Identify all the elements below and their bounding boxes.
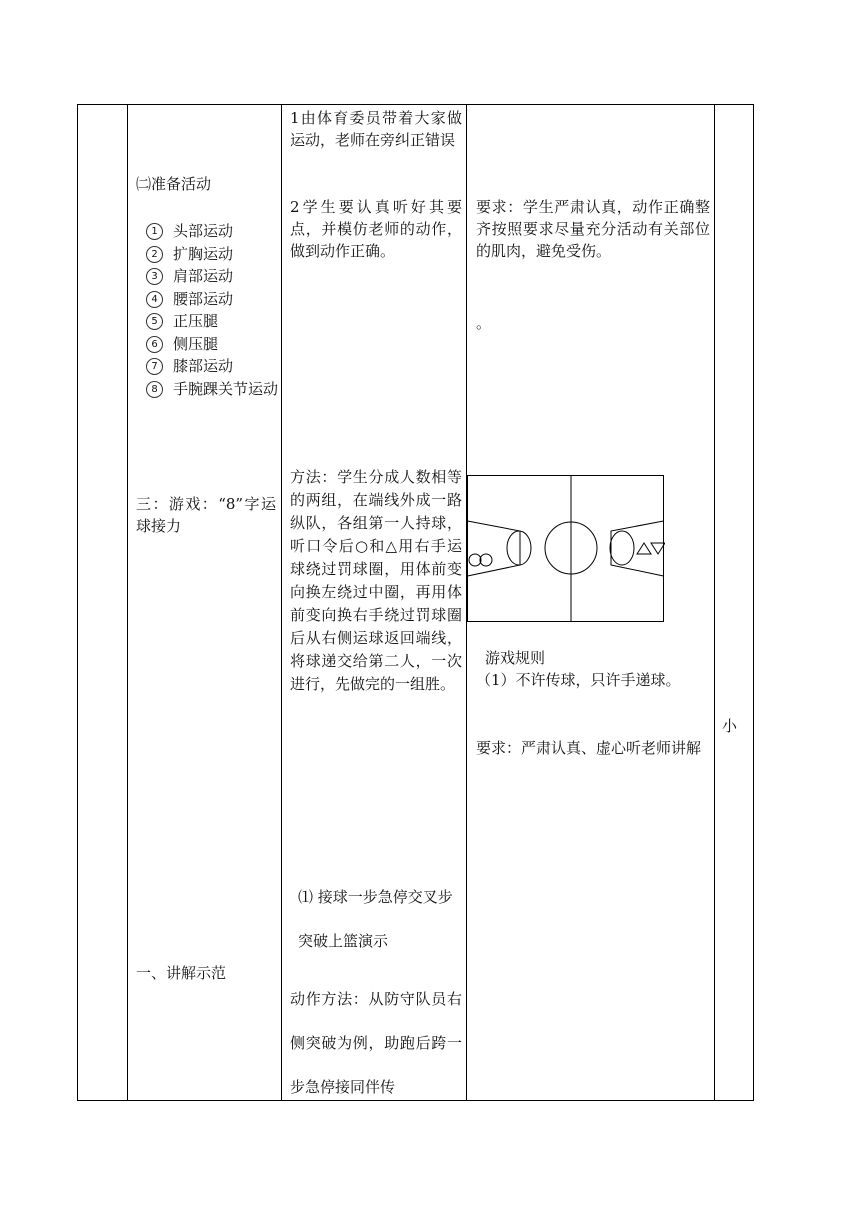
game-rule-1: （1）不许传球，只许手递球。: [476, 671, 681, 689]
list-item-text: 侧压腿: [173, 334, 219, 353]
list-item-text: 膝部运动: [173, 357, 234, 375]
list-item-text: 肩部运动: [173, 267, 234, 285]
table-divider-1: [127, 104, 128, 1101]
list-item: [146, 243, 280, 266]
prep-activity-list: [146, 220, 280, 400]
warmup-requirement: 要求：学生严肃认真，动作正确整齐按照要求尽量充分活动有关部位的肌肉，避免受伤。: [476, 198, 710, 260]
table-divider-2: [281, 104, 282, 1101]
circled-number: 7: [146, 358, 163, 375]
list-item: [146, 378, 280, 401]
player-triangle-icon: [637, 543, 651, 554]
list-item: [146, 333, 280, 356]
demo-method: 动作方法：从防守队员右侧突破为例，助跑后跨一步急停接同伴传: [290, 990, 462, 1096]
game-method: 方法：学生分成人数相等的两组，在端线外成一路纵队，各组第一人持球，听口令后○和△用右手运球绕过罚球圈，用体前变向换左绕过中圈，再用体前变向换右手绕过罚球圈后从右侧运球返回端线，将球递交给第二人，一次进行，先做完的一组胜。: [290, 468, 462, 693]
dot-mark: 。: [476, 314, 492, 332]
list-item: [146, 288, 280, 311]
demo-title: 一、讲解示范: [136, 964, 227, 982]
basketball-court-diagram: [467, 475, 665, 623]
game-title: 三：游戏：“8”字运球接力: [136, 495, 276, 535]
list-item: [146, 265, 280, 288]
warmup-instruction-2: 2学生要认真听好其要点，并模仿老师的动作，做到动作正确。: [290, 198, 462, 260]
game-rules-title: 游戏规则: [485, 649, 546, 667]
list-item-text: 扩胸运动: [173, 244, 234, 263]
prep-activity-title: ㈡准备活动: [136, 175, 212, 193]
table-divider-4: [714, 104, 715, 1101]
right-free-throw-circle: [610, 531, 634, 565]
list-item: [146, 220, 280, 243]
demo-item: ⑴ 接球一步急停交叉步突破上篮演示: [298, 888, 453, 950]
circled-number: 3: [146, 268, 163, 285]
player-circle-icon: [480, 554, 492, 566]
list-item-text: 腰部运动: [173, 289, 234, 308]
right-lane: [611, 521, 664, 576]
table-top-border: [77, 104, 754, 105]
circled-number: 1: [146, 223, 163, 240]
left-free-throw-circle: [507, 531, 531, 565]
list-item: [146, 310, 280, 333]
player-triangle-down-icon: [651, 543, 665, 554]
circled-number: 2: [146, 246, 163, 263]
circled-number: 6: [146, 336, 163, 353]
time-cell-text: 小: [722, 717, 738, 735]
table-border-left: [77, 104, 78, 1101]
listening-requirement: 要求：严肃认真、虚心听老师讲解: [476, 739, 702, 757]
player-circle-icon: [469, 554, 481, 566]
table-border-right: [753, 104, 754, 1101]
list-item-text: 正压腿: [173, 312, 219, 330]
warmup-instruction-1: 1由体育委员带着大家做运动，老师在旁纠正错误: [290, 109, 462, 149]
circled-number: 5: [146, 313, 163, 330]
circled-number: 8: [146, 381, 163, 398]
list-item: [146, 355, 280, 378]
list-item-text: 头部运动: [173, 222, 234, 240]
left-lane: [468, 521, 521, 576]
circled-number: 4: [146, 291, 163, 308]
list-item-text: 手腕踝关节运动: [173, 379, 279, 398]
